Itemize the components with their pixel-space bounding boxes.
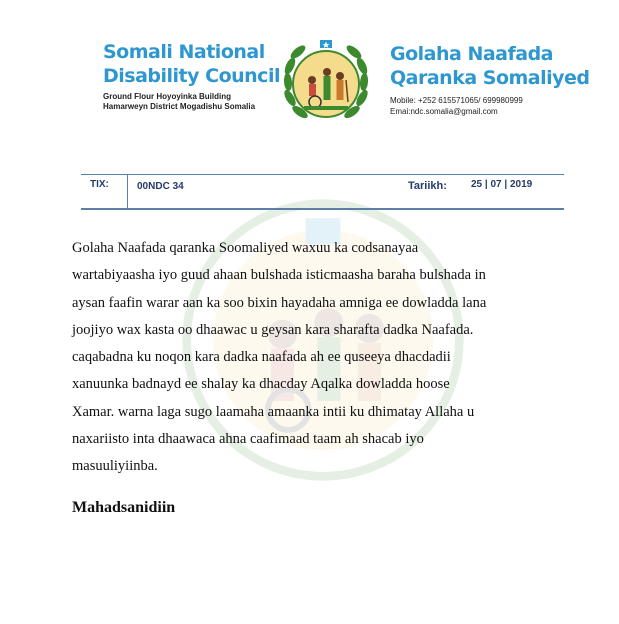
body-line: caqabadna ku noqon kara dadka naafada ah ee quseeya dhacdadii bbox=[72, 349, 451, 366]
body-line: joojiyo wax kasta oo dhaawac u geysan kara sharafta dadka Naafada. bbox=[72, 321, 474, 338]
org-name-so-line2: Qaranka Somaliyed bbox=[390, 67, 590, 89]
org-name-english bbox=[103, 40, 280, 112]
council-logo-icon bbox=[276, 32, 376, 132]
org-name-somali bbox=[390, 42, 590, 117]
org-name-so-line1: Golaha Naafada bbox=[390, 43, 553, 65]
signoff: Mahadsanidiin bbox=[72, 499, 176, 516]
org-name-en-line1: Somali National bbox=[103, 41, 265, 63]
org-name-en-line2: Disability Council bbox=[103, 65, 280, 87]
address-line1: Ground Flour Hoyoyinka Building bbox=[103, 92, 231, 101]
body-line: Xamar. warna laga sugo laamaha amaanka intii ku dhimatay Allaha u bbox=[72, 403, 475, 420]
body-line: xanuunka badnayd ee shalay ka dhacday Aqalka dowladda hoose bbox=[72, 376, 450, 393]
address-line2: Hamarweyn District Mogadishu Somalia bbox=[103, 102, 256, 111]
reference-bar bbox=[81, 174, 564, 210]
tix-value: 00NDC 34 bbox=[137, 181, 184, 192]
contact-mobile: Mobile: +252 615571065/ 699980999 bbox=[390, 96, 523, 105]
date-value: 25 | 07 | 2019 bbox=[471, 179, 533, 190]
contact-email: Emai:ndc.somalia@gmail.com bbox=[390, 107, 498, 116]
body-line: aysan faafin warar aan ka soo bixin hayadaha amniga ee dowladda lana bbox=[72, 294, 487, 311]
date-label: Tariikh: bbox=[408, 180, 447, 192]
body-line: wartabiyaasha iyo guud ahaan bulshada isticmaasha baraha bulshada in bbox=[72, 267, 486, 284]
body-line: naxariisto inta dhaawaca ahna caafimaad taam ah shacab iyo bbox=[72, 431, 424, 448]
tix-label: TIX: bbox=[90, 179, 109, 190]
body-line: masuuliyiinba. bbox=[72, 458, 158, 475]
reference-divider bbox=[127, 175, 128, 208]
letter-body bbox=[72, 235, 552, 481]
body-line: Golaha Naafada qaranka Soomaliyed waxuu ka codsanayaa bbox=[72, 240, 419, 256]
